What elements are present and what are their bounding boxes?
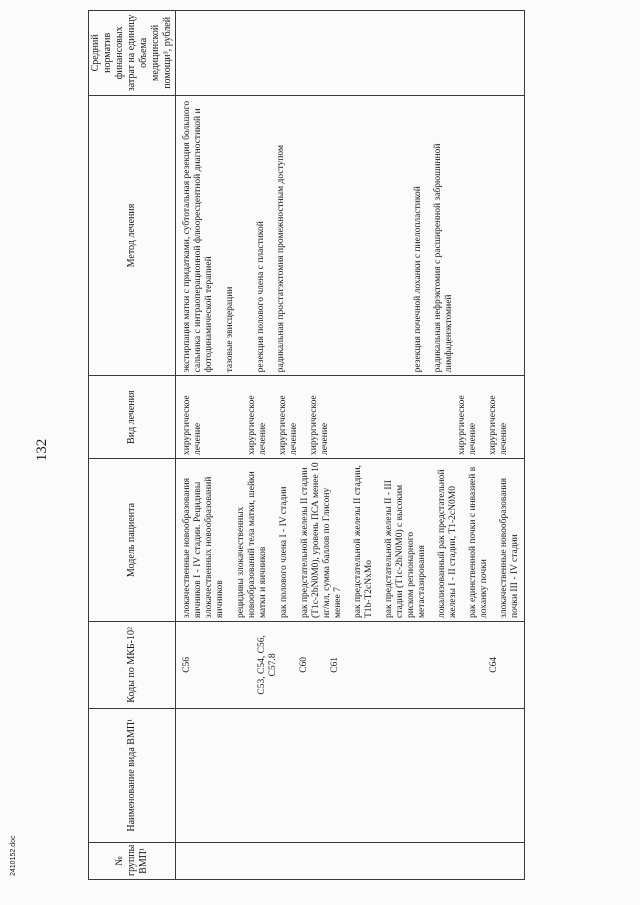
page-number: 132	[33, 438, 50, 462]
header-codes: Коды по МКБ-10²	[89, 622, 176, 709]
header-model: Модель пациента	[89, 458, 176, 621]
header-vid: Вид лечения	[89, 376, 176, 459]
code-item: C61	[330, 656, 340, 673]
model-cell	[176, 458, 525, 621]
model-item: злокачественные новообразования яичников I - IV стадии. Рецидивы злокачественных новообразований яичников	[182, 476, 225, 619]
table-header-row	[89, 11, 176, 880]
table-body-row	[176, 11, 525, 880]
method-item: тазовые эвисцерации	[225, 286, 235, 373]
code-item: C60	[299, 656, 309, 673]
cost-cell	[176, 11, 525, 96]
method-item: радикальная простатэктомия промежностным доступом	[276, 144, 286, 373]
method-item: радикальная нефрэктомия с расширенной забрюшинной лимфаденэктомией	[433, 143, 454, 373]
header-cost: Средний норматив финансовых затрат на единицу объема медицинской помощи³, рублей	[89, 11, 176, 96]
method-item: резекция почечной лоханки с пиелопластикой	[413, 186, 423, 373]
header-name: Наименование вида ВМП¹	[89, 708, 176, 842]
rotated-table-container	[88, 10, 560, 880]
model-item: рак предстательной железы II - III стадии (T1c-2bN0M0) с высоким риском регионарного метастазирования	[384, 480, 427, 619]
method-item: резекция полового члена с пластикой	[256, 221, 266, 373]
header-method: Метод лечения	[89, 95, 176, 376]
vid-item: хирургическое лечение	[309, 395, 330, 455]
model-item: рак полового члена I - IV стадии	[279, 486, 289, 619]
method-cell	[176, 95, 525, 376]
method-item: экстирпация матки с придатками, субтотальная резекция большого сальника с интраоперационной флюоресцентной диагностикой и фотодинамической терапией	[182, 100, 214, 373]
name-cell	[176, 708, 525, 842]
code-item: C64	[489, 656, 499, 673]
vid-item: хирургическое лечение	[457, 395, 478, 455]
model-item: рак предстательной железы II стадии (T1c-2bN0M0), уровень ПСА менее 10 нг/мл, сумма баллов по Глисону менее 7	[300, 462, 343, 619]
document-id: 2410152.doc	[10, 835, 17, 876]
vmp-table	[88, 10, 525, 880]
group-no-cell	[176, 842, 525, 879]
code-item: C53, C54, C56, C57.8	[257, 635, 278, 695]
vid-item: хирургическое лечение	[488, 395, 509, 455]
model-item: рецидивы злокачественных новообразований тела матки, шейки матки и яичников	[236, 471, 268, 619]
model-item: рак единственной почки с инвазией в лоханку почки	[468, 466, 489, 619]
vid-item: хирургическое лечение	[278, 395, 299, 455]
codes-cell	[176, 622, 525, 709]
model-item: злокачественные новообразования почки III - IV стадии	[499, 477, 520, 619]
model-item: локализованный рак предстательной железы I - II стадии, T1-2cN0M0	[437, 469, 458, 619]
code-item: C56	[182, 656, 192, 673]
vid-item: хирургическое лечение	[247, 395, 268, 455]
vid-cell	[176, 376, 525, 459]
header-group-no: № группы ВМП¹	[89, 842, 176, 879]
model-item: рак предстательной железы II стадии, T1b-T2cNxMo	[353, 465, 374, 619]
vid-item: хирургическое лечение	[182, 395, 203, 455]
